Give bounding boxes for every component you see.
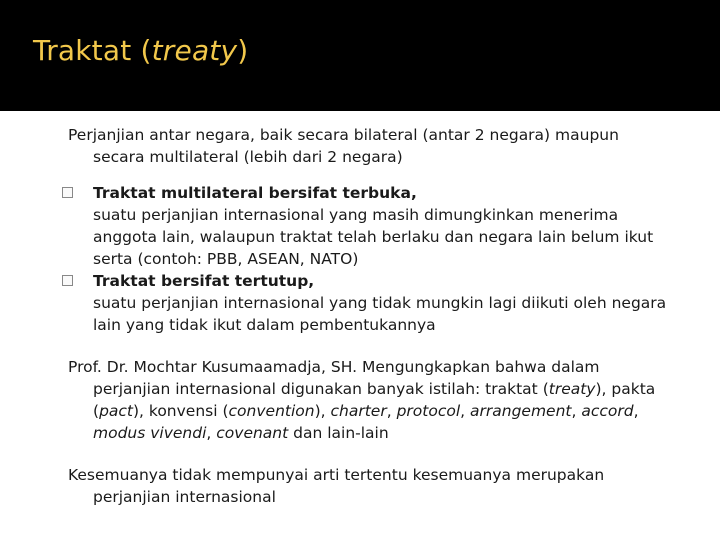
bullet-heading: Traktat bersifat tertutup,: [93, 272, 315, 290]
paragraph-terms: Prof. Dr. Mochtar Kusumaamadja, SH. Mengungkapkan bahwa dalam perjanjian internasional digunakan banyak istilah: traktat (treaty), pakta (pact), konvensi (convention), charter, protocol, arrangement, accord, modus vivendi, covenant dan lain-lain: [68, 358, 656, 442]
bullet-list: [68, 182, 668, 336]
bullet-box-icon: [62, 187, 73, 198]
bullet-heading: Traktat multilateral bersifat terbuka,: [93, 184, 417, 202]
bullet-item-multilateral: [68, 182, 668, 270]
title-bar: [0, 0, 720, 111]
bullet-box-icon: [62, 275, 73, 286]
paragraph-definition: Perjanjian antar negara, baik secara bilateral (antar 2 negara) maupun secara multilateral (lebih dari 2 negara): [68, 126, 619, 166]
bullet-item-closed: [68, 270, 668, 336]
slide-content: [68, 124, 668, 508]
bullet-body: suatu perjanjian internasional yang masih dimungkinkan menerima anggota lain, walaupun traktat telah berlaku dan negara lain belum ikut serta (contoh: PBB, ASEAN, NATO): [93, 206, 654, 268]
bullet-body: suatu perjanjian internasional yang tidak mungkin lagi diikuti oleh negara lain yang tidak ikut dalam pembentukannya: [93, 294, 667, 334]
slide-title: Traktat (treaty): [33, 34, 249, 67]
paragraph-conclusion: Kesemuanya tidak mempunyai arti tertentu kesemuanya merupakan perjanjian internasional: [68, 466, 605, 506]
